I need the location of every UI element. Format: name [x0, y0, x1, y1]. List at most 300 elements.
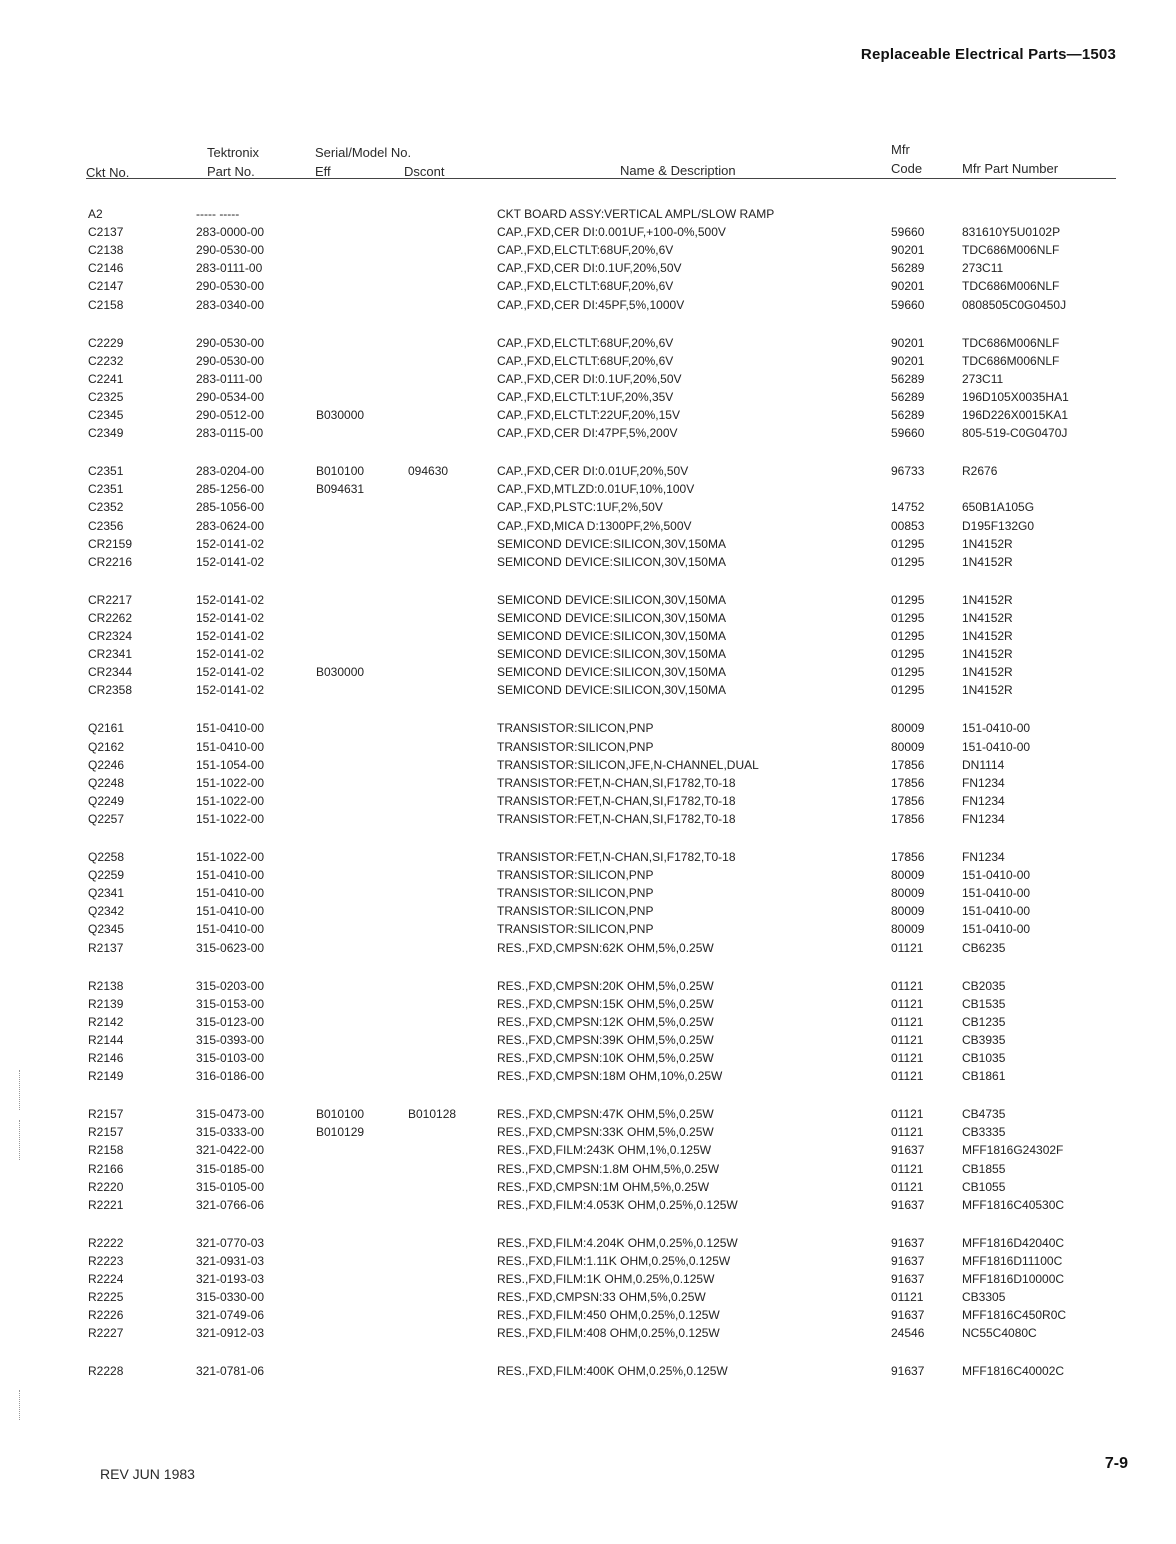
- part-no-cell: 152-0141-02: [196, 554, 265, 569]
- mfr-part-number-cell: CB4735: [962, 1107, 1006, 1122]
- part-no-cell: 152-0141-02: [196, 536, 265, 551]
- mfr-part-number-cell: FN1234: [962, 811, 1005, 826]
- col-part-no-header: Part No.: [207, 164, 255, 179]
- mfr-code-cell: 17856: [891, 793, 925, 808]
- name-description-cell: RES.,FXD,CMPSN:1.8M OHM,5%,0.25W: [497, 1161, 720, 1176]
- mfr-part-number-cell: MFF1816G24302F: [962, 1143, 1064, 1158]
- part-no-cell: 290-0530-00: [196, 243, 265, 258]
- ckt-no-cell: R2227: [88, 1326, 124, 1341]
- table-row: [0, 298, 1176, 314]
- table-row: [0, 794, 1176, 810]
- ckt-no-cell: R2158: [88, 1143, 124, 1158]
- ckt-no-cell: R2144: [88, 1032, 124, 1047]
- part-no-cell: 152-0141-02: [196, 610, 265, 625]
- col-code-header: Code: [891, 161, 923, 176]
- ckt-no-cell: C2158: [88, 297, 124, 312]
- table-row: [0, 464, 1176, 480]
- name-description-cell: SEMICOND DEVICE:SILICON,30V,150MA: [497, 592, 726, 607]
- name-description-cell: RES.,FXD,CMPSN:12K OHM,5%,0.25W: [497, 1014, 714, 1029]
- mfr-code-cell: 01121: [891, 1290, 924, 1305]
- name-description-cell: RES.,FXD,CMPSN:10K OHM,5%,0.25W: [497, 1051, 714, 1065]
- table-row: [0, 1162, 1176, 1178]
- part-no-cell: 315-0333-00: [196, 1125, 265, 1140]
- name-description-cell: CAP.,FXD,MTLZD:0.01UF,10%,100V: [497, 482, 695, 497]
- table-row: [0, 225, 1176, 241]
- part-no-cell: 151-1022-00: [196, 793, 265, 808]
- mfr-code-cell: 91637: [891, 1272, 925, 1286]
- ckt-no-cell: R2220: [88, 1179, 124, 1194]
- mfr-code-cell: 91637: [891, 1253, 925, 1268]
- part-no-cell: 151-1054-00: [196, 757, 265, 772]
- mfr-code-cell: 91637: [891, 1364, 925, 1379]
- part-no-cell: 290-0534-00: [196, 389, 265, 404]
- name-description-cell: RES.,FXD,FILM:243K OHM,1%,0.125W: [497, 1143, 712, 1158]
- part-no-cell: 290-0530-00: [196, 335, 265, 350]
- serial-dscont-cell: 094630: [408, 464, 449, 479]
- part-no-cell: 283-0115-00: [196, 426, 264, 441]
- mfr-part-number-cell: CB1535: [962, 996, 1006, 1011]
- table-row: [0, 207, 1176, 223]
- table-row: [0, 979, 1176, 995]
- table-row: [0, 408, 1176, 424]
- name-description-cell: RES.,FXD,FILM:1K OHM,0.25%,0.125W: [497, 1272, 715, 1286]
- ckt-no-cell: R2221: [88, 1197, 124, 1212]
- mfr-part-number-cell: DN1114: [962, 757, 1005, 772]
- part-no-cell: 152-0141-02: [196, 683, 265, 698]
- mfr-part-number-cell: 1N4152R: [962, 536, 1013, 551]
- table-row: [0, 647, 1176, 663]
- name-description-cell: CAP.,FXD,PLSTC:1UF,2%,50V: [497, 500, 663, 515]
- name-description-cell: SEMICOND DEVICE:SILICON,30V,150MA: [497, 665, 726, 680]
- mfr-part-number-cell: 1N4152R: [962, 647, 1013, 662]
- mfr-code-cell: 59660: [891, 426, 925, 441]
- col-serial-model-header: Serial/Model No.: [315, 145, 412, 160]
- ckt-no-cell: C2137: [88, 225, 124, 240]
- mfr-part-number-cell: CB1235: [962, 1014, 1006, 1029]
- mfr-code-cell: 90201: [891, 279, 925, 294]
- name-description-cell: CAP.,FXD,CER DI:47PF,5%,200V: [497, 426, 678, 441]
- mfr-code-cell: 17856: [891, 850, 925, 864]
- name-description-cell: TRANSISTOR:FET,N-CHAN,SI,F1782,T0-18: [497, 793, 736, 808]
- col-tektronix-header: Tektronix: [207, 145, 260, 160]
- part-no-cell: 285-1256-00: [196, 482, 265, 497]
- mfr-code-cell: 01295: [891, 683, 925, 698]
- scan-edge-mark: [19, 1070, 20, 1110]
- mfr-part-number-cell: TDC686M006NLF: [962, 335, 1060, 350]
- ckt-no-cell: Q2248: [88, 775, 125, 790]
- mfr-code-cell: 17856: [891, 775, 925, 790]
- mfr-part-number-cell: NC55C4080C: [962, 1326, 1037, 1341]
- table-row: [0, 812, 1176, 828]
- mfr-code-cell: 01121: [891, 1032, 924, 1047]
- name-description-cell: TRANSISTOR:SILICON,PNP: [497, 886, 654, 901]
- name-description-cell: RES.,FXD,CMPSN:18M OHM,10%,0.25W: [497, 1069, 723, 1084]
- mfr-code-cell: 17856: [891, 811, 925, 826]
- name-description-cell: CAP.,FXD,MICA D:1300PF,2%,500V: [497, 518, 692, 533]
- mfr-code-cell: 01295: [891, 554, 925, 569]
- name-description-cell: RES.,FXD,CMPSN:62K OHM,5%,0.25W: [497, 940, 714, 955]
- part-no-cell: 151-0410-00: [196, 739, 265, 754]
- mfr-part-number-cell: FN1234: [962, 850, 1005, 864]
- col-ckt-no-header: Ckt No.: [86, 165, 130, 180]
- serial-dscont-cell: B010128: [408, 1107, 457, 1122]
- name-description-cell: CAP.,FXD,CER DI:0.1UF,20%,50V: [497, 371, 682, 386]
- name-description-cell: SEMICOND DEVICE:SILICON,30V,150MA: [497, 629, 726, 643]
- table-row: [0, 740, 1176, 756]
- table-row: [0, 261, 1176, 277]
- col-mfr-header: Mfr: [891, 142, 910, 157]
- table-row: [0, 500, 1176, 516]
- mfr-part-number-cell: 151-0410-00: [962, 868, 1031, 883]
- serial-eff-cell: B094631: [316, 482, 365, 497]
- name-description-cell: TRANSISTOR:SILICON,PNP: [497, 904, 654, 919]
- ckt-no-cell: R2142: [88, 1014, 124, 1029]
- ckt-no-cell: R2228: [88, 1364, 124, 1379]
- part-no-cell: 151-0410-00: [196, 868, 265, 883]
- name-description-cell: TRANSISTOR:SILICON,PNP: [497, 739, 654, 754]
- mfr-part-number-cell: CB2035: [962, 978, 1006, 993]
- part-no-cell: 152-0141-02: [196, 665, 265, 680]
- name-description-cell: SEMICOND DEVICE:SILICON,30V,150MA: [497, 554, 726, 569]
- name-description-cell: SEMICOND DEVICE:SILICON,30V,150MA: [497, 610, 726, 625]
- mfr-part-number-cell: MFF1816D10000C: [962, 1272, 1065, 1286]
- ckt-no-cell: A2: [88, 207, 103, 221]
- part-no-cell: 151-1022-00: [196, 775, 265, 790]
- ckt-no-cell: Q2342: [88, 904, 125, 919]
- serial-eff-cell: B010100: [316, 464, 365, 479]
- table-row: [0, 555, 1176, 571]
- mfr-code-cell: 01121: [891, 1051, 924, 1065]
- mfr-part-number-cell: 151-0410-00: [962, 739, 1031, 754]
- ckt-no-cell: C2351: [88, 482, 124, 497]
- part-no-cell: 283-0624-00: [196, 518, 265, 533]
- table-row: [0, 1051, 1176, 1067]
- part-no-cell: 283-0111-00: [196, 371, 263, 386]
- name-description-cell: RES.,FXD,FILM:4.204K OHM,0.25%,0.125W: [497, 1235, 738, 1250]
- mfr-code-cell: 56289: [891, 408, 925, 422]
- ckt-no-cell: C2349: [88, 426, 124, 441]
- name-description-cell: RES.,FXD,CMPSN:33 OHM,5%,0.25W: [497, 1290, 706, 1305]
- part-no-cell: 315-0153-00: [196, 996, 265, 1011]
- name-description-cell: SEMICOND DEVICE:SILICON,30V,150MA: [497, 647, 726, 662]
- ckt-no-cell: R2146: [88, 1051, 124, 1065]
- part-no-cell: 321-0781-06: [196, 1364, 265, 1379]
- ckt-no-cell: C2229: [88, 335, 124, 350]
- table-row: [0, 354, 1176, 370]
- mfr-code-cell: 56289: [891, 261, 925, 276]
- ckt-no-cell: R2223: [88, 1253, 124, 1268]
- ckt-no-cell: C2351: [88, 464, 124, 479]
- col-eff-header: Eff: [315, 164, 331, 179]
- ckt-no-cell: Q2246: [88, 757, 125, 772]
- name-description-cell: RES.,FXD,CMPSN:33K OHM,5%,0.25W: [497, 1125, 714, 1140]
- mfr-code-cell: 01121: [891, 940, 924, 955]
- name-description-cell: TRANSISTOR:FET,N-CHAN,SI,F1782,T0-18: [497, 850, 736, 864]
- table-row: [0, 1290, 1176, 1306]
- mfr-code-cell: 90201: [891, 353, 925, 368]
- mfr-part-number-cell: 273C11: [962, 371, 1004, 386]
- ckt-no-cell: R2157: [88, 1107, 124, 1122]
- serial-eff-cell: B010129: [316, 1125, 365, 1140]
- ckt-no-cell: CR2159: [88, 536, 133, 551]
- table-row: [0, 629, 1176, 645]
- name-description-cell: CAP.,FXD,ELCTLT:68UF,20%,6V: [497, 353, 674, 368]
- ckt-no-cell: C2241: [88, 371, 124, 386]
- table-row: [0, 1326, 1176, 1342]
- ckt-no-cell: CR2217: [88, 592, 133, 607]
- table-row: [0, 850, 1176, 866]
- name-description-cell: RES.,FXD,FILM:450 OHM,0.25%,0.125W: [497, 1308, 720, 1323]
- ckt-no-cell: CR2262: [88, 610, 133, 625]
- mfr-part-number-cell: MFF1816D11100C: [962, 1253, 1063, 1268]
- table-row: [0, 426, 1176, 442]
- ckt-no-cell: R2137: [88, 940, 124, 955]
- serial-eff-cell: B030000: [316, 665, 365, 680]
- mfr-part-number-cell: R2676: [962, 464, 998, 479]
- name-description-cell: CAP.,FXD,CER DI:0.1UF,20%,50V: [497, 261, 682, 276]
- mfr-code-cell: 01121: [891, 1069, 924, 1084]
- table-row: [0, 683, 1176, 699]
- part-no-cell: 283-0111-00: [196, 261, 263, 276]
- col-dscont-header: Dscont: [404, 164, 445, 179]
- table-row: [0, 1198, 1176, 1214]
- table-row: [0, 372, 1176, 388]
- table-row: [0, 1180, 1176, 1196]
- mfr-part-number-cell: TDC686M006NLF: [962, 279, 1060, 294]
- mfr-part-number-cell: 196D226X0015KA1: [962, 408, 1069, 422]
- mfr-code-cell: 80009: [891, 868, 925, 883]
- ckt-no-cell: R2149: [88, 1069, 124, 1084]
- mfr-code-cell: 91637: [891, 1308, 925, 1323]
- serial-eff-cell: B030000: [316, 408, 365, 422]
- table-row: [0, 482, 1176, 498]
- part-no-cell: 315-0623-00: [196, 940, 265, 955]
- ckt-no-cell: CR2324: [88, 629, 133, 643]
- mfr-code-cell: 01295: [891, 647, 925, 662]
- name-description-cell: RES.,FXD,CMPSN:1M OHM,5%,0.25W: [497, 1179, 710, 1194]
- table-row: [0, 868, 1176, 884]
- col-mfr-part-number-header: Mfr Part Number: [962, 161, 1059, 176]
- table-row: [0, 537, 1176, 553]
- part-no-cell: 321-0770-03: [196, 1235, 265, 1250]
- ckt-no-cell: R2226: [88, 1308, 124, 1323]
- name-description-cell: CAP.,FXD,ELCTLT:68UF,20%,6V: [497, 335, 674, 350]
- mfr-code-cell: 01295: [891, 592, 925, 607]
- part-no-cell: 151-0410-00: [196, 886, 265, 901]
- table-row: [0, 904, 1176, 920]
- mfr-part-number-cell: 151-0410-00: [962, 904, 1031, 919]
- ckt-no-cell: C2147: [88, 279, 124, 294]
- serial-eff-cell: B010100: [316, 1107, 365, 1122]
- table-row: [0, 997, 1176, 1013]
- mfr-code-cell: 91637: [891, 1235, 925, 1250]
- name-description-cell: CAP.,FXD,ELCTLT:68UF,20%,6V: [497, 243, 674, 258]
- part-no-cell: 283-0204-00: [196, 464, 265, 479]
- table-row: [0, 593, 1176, 609]
- mfr-part-number-cell: 151-0410-00: [962, 886, 1031, 901]
- part-no-cell: 315-0123-00: [196, 1014, 265, 1029]
- mfr-part-number-cell: CB1035: [962, 1051, 1006, 1065]
- ckt-no-cell: CR2344: [88, 665, 133, 680]
- mfr-code-cell: 80009: [891, 721, 925, 736]
- part-no-cell: 290-0530-00: [196, 279, 265, 294]
- mfr-code-cell: 59660: [891, 225, 925, 240]
- mfr-code-cell: 96733: [891, 464, 925, 479]
- name-description-cell: TRANSISTOR:SILICON,PNP: [497, 721, 654, 736]
- ckt-no-cell: C2345: [88, 408, 124, 422]
- scan-edge-mark: [19, 1390, 20, 1420]
- ckt-no-cell: Q2249: [88, 793, 125, 808]
- part-no-cell: 315-0103-00: [196, 1051, 265, 1065]
- mfr-part-number-cell: 1N4152R: [962, 554, 1013, 569]
- part-no-cell: 152-0141-02: [196, 647, 265, 662]
- table-row: [0, 758, 1176, 774]
- table-row: [0, 1015, 1176, 1031]
- mfr-part-number-cell: CB3305: [962, 1290, 1006, 1305]
- mfr-part-number-cell: 196D105X0035HA1: [962, 389, 1069, 404]
- mfr-part-number-cell: CB6235: [962, 940, 1006, 955]
- mfr-part-number-cell: 1N4152R: [962, 610, 1013, 625]
- part-no-cell: 151-1022-00: [196, 850, 265, 864]
- mfr-part-number-cell: D195F132G0: [962, 518, 1035, 533]
- part-no-cell: 151-1022-00: [196, 811, 265, 826]
- mfr-part-number-cell: TDC686M006NLF: [962, 353, 1060, 368]
- mfr-part-number-cell: 1N4152R: [962, 683, 1013, 698]
- mfr-part-number-cell: 805-519-C0G0470J: [962, 426, 1068, 441]
- mfr-part-number-cell: 1N4152R: [962, 665, 1013, 680]
- mfr-part-number-cell: CB3335: [962, 1125, 1006, 1140]
- mfr-code-cell: 01295: [891, 665, 925, 680]
- table-row: [0, 721, 1176, 737]
- mfr-code-cell: 56289: [891, 389, 925, 404]
- mfr-code-cell: 01121: [891, 1107, 924, 1122]
- mfr-code-cell: 91637: [891, 1197, 925, 1212]
- name-description-cell: RES.,FXD,FILM:4.053K OHM,0.25%,0.125W: [497, 1197, 738, 1212]
- name-description-cell: TRANSISTOR:SILICON,JFE,N-CHANNEL,DUAL: [497, 757, 759, 772]
- part-no-cell: 321-0193-03: [196, 1272, 265, 1286]
- ckt-no-cell: R2157: [88, 1125, 124, 1140]
- name-description-cell: CAP.,FXD,ELCTLT:68UF,20%,6V: [497, 279, 674, 294]
- name-description-cell: CAP.,FXD,ELCTLT:1UF,20%,35V: [497, 389, 674, 404]
- name-description-cell: CKT BOARD ASSY:VERTICAL AMPL/SLOW RAMP: [497, 207, 775, 221]
- name-description-cell: SEMICOND DEVICE:SILICON,30V,150MA: [497, 536, 726, 551]
- mfr-code-cell: 01295: [891, 629, 925, 643]
- name-description-cell: SEMICOND DEVICE:SILICON,30V,150MA: [497, 683, 726, 698]
- revision-date: REV JUN 1983: [100, 1466, 195, 1482]
- ckt-no-cell: C2146: [88, 261, 124, 276]
- part-no-cell: 315-0393-00: [196, 1032, 265, 1047]
- name-description-cell: RES.,FXD,CMPSN:39K OHM,5%,0.25W: [497, 1032, 714, 1047]
- part-no-cell: 151-0410-00: [196, 922, 265, 937]
- mfr-code-cell: 01295: [891, 536, 925, 551]
- name-description-cell: RES.,FXD,FILM:1.11K OHM,0.25%,0.125W: [497, 1253, 731, 1268]
- part-no-cell: 321-0766-06: [196, 1197, 265, 1212]
- mfr-code-cell: 00853: [891, 518, 925, 533]
- page-number: 7-9: [1104, 1455, 1128, 1472]
- part-no-cell: 321-0931-03: [196, 1253, 265, 1268]
- name-description-cell: RES.,FXD,CMPSN:15K OHM,5%,0.25W: [497, 996, 714, 1011]
- table-row: [0, 243, 1176, 259]
- page-title: Replaceable Electrical Parts—1503: [860, 46, 1116, 63]
- name-description-cell: RES.,FXD,FILM:408 OHM,0.25%,0.125W: [497, 1326, 720, 1341]
- ckt-no-cell: R2222: [88, 1235, 124, 1250]
- mfr-part-number-cell: 831610Y5U0102P: [962, 225, 1061, 240]
- table-row: [0, 1143, 1176, 1159]
- table-row: [0, 886, 1176, 902]
- table-row: [0, 1254, 1176, 1270]
- ckt-no-cell: C2356: [88, 518, 124, 533]
- table-row: [0, 279, 1176, 295]
- mfr-part-number-cell: 273C11: [962, 261, 1004, 276]
- name-description-cell: CAP.,FXD,CER DI:0.01UF,20%,50V: [497, 464, 689, 479]
- ckt-no-cell: CR2358: [88, 683, 133, 698]
- mfr-part-number-cell: MFF1816D42040C: [962, 1235, 1065, 1250]
- name-description-cell: TRANSISTOR:FET,N-CHAN,SI,F1782,T0-18: [497, 811, 736, 826]
- mfr-code-cell: 17856: [891, 757, 925, 772]
- ckt-no-cell: Q2341: [88, 886, 125, 901]
- mfr-code-cell: 59660: [891, 297, 925, 312]
- table-row: [0, 519, 1176, 535]
- part-no-cell: 321-0912-03: [196, 1326, 265, 1341]
- mfr-part-number-cell: 151-0410-00: [962, 721, 1031, 736]
- ckt-no-cell: Q2258: [88, 850, 125, 864]
- ckt-no-cell: R2225: [88, 1290, 124, 1305]
- table-row: [0, 1364, 1176, 1380]
- part-no-cell: 283-0340-00: [196, 297, 265, 312]
- name-description-cell: RES.,FXD,CMPSN:47K OHM,5%,0.25W: [497, 1107, 714, 1122]
- part-no-cell: 315-0105-00: [196, 1179, 265, 1194]
- ckt-no-cell: R2139: [88, 996, 124, 1011]
- part-no-cell: 283-0000-00: [196, 225, 265, 240]
- mfr-code-cell: 24546: [891, 1326, 925, 1341]
- name-description-cell: TRANSISTOR:FET,N-CHAN,SI,F1782,T0-18: [497, 775, 736, 790]
- mfr-part-number-cell: 0808505C0G0450J: [962, 297, 1067, 312]
- mfr-part-number-cell: CB1855: [962, 1161, 1006, 1176]
- ckt-no-cell: C2138: [88, 243, 124, 258]
- mfr-code-cell: 91637: [891, 1143, 925, 1158]
- ckt-no-cell: C2232: [88, 353, 124, 368]
- mfr-code-cell: 14752: [891, 500, 925, 515]
- mfr-code-cell: 80009: [891, 922, 925, 937]
- mfr-code-cell: 56289: [891, 371, 925, 386]
- mfr-code-cell: 90201: [891, 243, 925, 258]
- mfr-part-number-cell: 151-0410-00: [962, 922, 1031, 937]
- mfr-code-cell: 90201: [891, 335, 925, 350]
- table-row: [0, 336, 1176, 352]
- part-no-cell: 321-0749-06: [196, 1308, 265, 1323]
- mfr-part-number-cell: CB1055: [962, 1179, 1006, 1194]
- ckt-no-cell: C2325: [88, 389, 124, 404]
- mfr-code-cell: 01121: [891, 1125, 924, 1140]
- header-divider: [86, 178, 1116, 179]
- table-row: [0, 776, 1176, 792]
- mfr-code-cell: 01121: [891, 996, 924, 1011]
- part-no-cell: 315-0185-00: [196, 1161, 265, 1176]
- ckt-no-cell: Q2259: [88, 868, 125, 883]
- ckt-no-cell: Q2345: [88, 922, 125, 937]
- part-no-cell: 315-0203-00: [196, 978, 265, 993]
- mfr-part-number-cell: 1N4152R: [962, 629, 1013, 643]
- ckt-no-cell: R2138: [88, 978, 124, 993]
- ckt-no-cell: R2224: [88, 1272, 124, 1286]
- name-description-cell: RES.,FXD,CMPSN:20K OHM,5%,0.25W: [497, 978, 714, 993]
- mfr-code-cell: 01295: [891, 610, 925, 625]
- table-row: [0, 1069, 1176, 1085]
- part-no-cell: 290-0530-00: [196, 353, 265, 368]
- table-row: [0, 1107, 1176, 1123]
- ckt-no-cell: CR2341: [88, 647, 133, 662]
- part-no-cell: 290-0512-00: [196, 408, 265, 422]
